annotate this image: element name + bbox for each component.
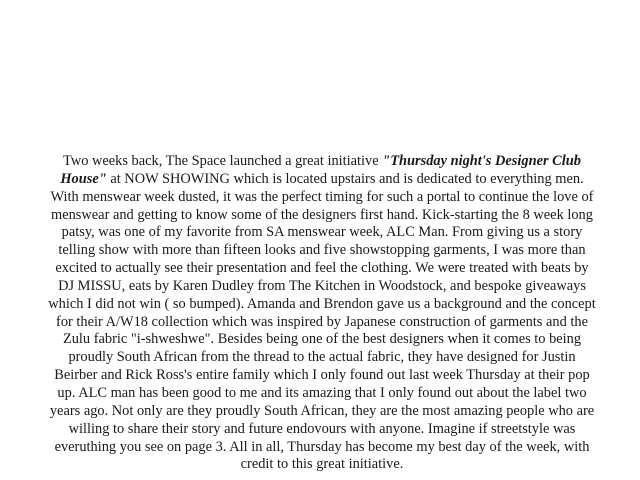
article-body [22, 153, 622, 474]
text-run: which I did not win ( so bumped). Amanda and Brendon gave us a background and the concept [48, 295, 596, 312]
text-run: at NOW SHOWING which is located upstairs and is dedicated to everything men. [106, 170, 584, 187]
text-run: patsy, was one of my favorite from SA menswear week, ALC Man. From giving us a story [61, 224, 583, 241]
event-title-emphasis: "Thursday night's Designer Club [382, 153, 581, 169]
article-line [22, 189, 622, 207]
text-run: excited to actually see their presentation and feel the clothing. We were treated with beats by [55, 260, 589, 277]
article-line [22, 260, 622, 278]
article-line [22, 207, 622, 225]
article-line [22, 296, 622, 314]
article-line [22, 171, 622, 189]
article-line [22, 367, 622, 385]
article-line [22, 385, 622, 403]
text-run: years ago. Not only are they proudly South African, they are the most amazing people who are [49, 402, 595, 419]
article-line [22, 153, 622, 171]
article-line [22, 331, 622, 349]
article-line [22, 278, 622, 296]
event-title-emphasis: House" [60, 170, 107, 187]
article-line [22, 314, 622, 332]
text-run: menswear and getting to know some of the designers first hand. Kick-starting the 8 week long [51, 206, 593, 223]
article-line [22, 224, 622, 242]
text-run: proudly South African from the thread to the actual fabric, they have designed for Justin [68, 349, 576, 366]
article-line [22, 242, 622, 260]
text-run: DJ MISSU, eats by Karen Dudley from The Kitchen in Woodstock, and bespoke giveaways [58, 277, 586, 294]
text-run: Zulu fabric "i-shweshwe". Besides being one of the best designers when it comes to being [62, 331, 582, 348]
article-line [22, 456, 622, 474]
text-run: credit to this great initiative. [240, 456, 404, 473]
text-run: With menswear week dusted, it was the perfect timing for such a portal to continue the love of [50, 188, 594, 205]
text-run: telling show with more than fifteen looks and five showstopping garments, I was more than [58, 242, 586, 259]
article-line [22, 349, 622, 367]
text-run: for their A/W18 collection which was inspired by Japanese construction of garments and the [56, 313, 588, 330]
text-run: Two weeks back, The Space launched a great initiative [63, 153, 383, 169]
text-run: Beirber and Rick Ross's entire family which I only found out last week Thursday at their pop [54, 367, 590, 384]
text-run: everuthing you see on page 3. All in all, Thursday has become my best day of the week, with [54, 438, 590, 455]
article-line [22, 421, 622, 439]
text-run: up. ALC man has been good to me and its amazing that I only found out about the label two [57, 384, 587, 401]
text-run: willing to share their story and future endovours with anyone. Imagine if streetstyle was [68, 420, 576, 437]
article-line [22, 403, 622, 421]
article-line [22, 439, 622, 457]
